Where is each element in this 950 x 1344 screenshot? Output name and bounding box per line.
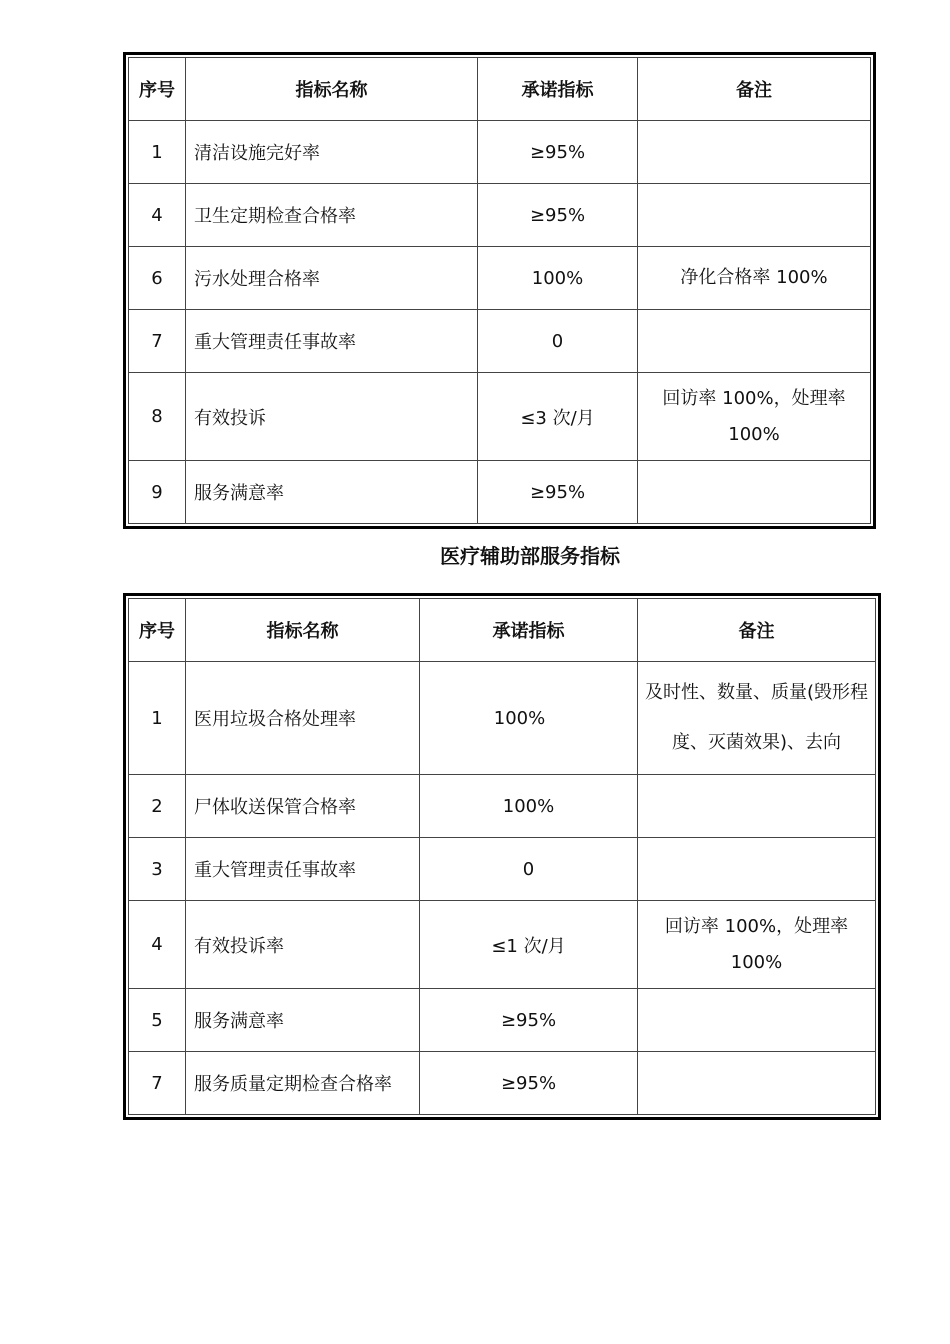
header-note: 备注 <box>638 599 876 662</box>
row-no: 7 <box>129 310 186 373</box>
row-name: 重大管理责任事故率 <box>186 838 420 901</box>
row-name: 有效投诉率 <box>186 901 420 989</box>
row-kpi: ≥95% <box>478 461 638 524</box>
row-name: 有效投诉 <box>186 373 478 461</box>
header-no: 序号 <box>129 599 186 662</box>
row-kpi: 0 <box>478 310 638 373</box>
row-kpi: ≥95% <box>478 184 638 247</box>
row-no: 2 <box>129 775 186 838</box>
row-name: 重大管理责任事故率 <box>186 310 478 373</box>
row-no: 3 <box>129 838 186 901</box>
row-no: 9 <box>129 461 186 524</box>
row-no: 8 <box>129 373 186 461</box>
row-note: 回访率 100%，处理率 100% <box>638 373 871 461</box>
header-no: 序号 <box>129 58 186 121</box>
service-indicator-table-2 <box>123 593 881 1120</box>
row-name: 尸体收送保管合格率 <box>186 775 420 838</box>
row-kpi: ≤1 次/月 <box>420 901 638 989</box>
row-kpi: 100% <box>478 247 638 310</box>
row-name: 污水处理合格率 <box>186 247 478 310</box>
header-kpi: 承诺指标 <box>420 599 638 662</box>
row-kpi: ≥95% <box>420 989 638 1052</box>
table-row <box>129 1052 876 1115</box>
table-row <box>129 121 871 184</box>
section-title <box>0 540 950 569</box>
row-no: 1 <box>129 662 186 775</box>
row-note <box>638 310 871 373</box>
row-note <box>638 838 876 901</box>
table-row <box>129 247 871 310</box>
table-row <box>129 989 876 1052</box>
row-note <box>638 121 871 184</box>
table-row <box>129 310 871 373</box>
row-kpi: 100% <box>420 775 638 838</box>
row-name: 服务质量定期检查合格率 <box>186 1052 420 1115</box>
table-row <box>129 838 876 901</box>
row-note <box>638 1052 876 1115</box>
row-note: 回访率 100%，处理率 100% <box>638 901 876 989</box>
row-note <box>638 184 871 247</box>
row-note <box>638 989 876 1052</box>
table-header-row <box>129 599 876 662</box>
service-indicator-table-1 <box>123 52 876 529</box>
row-name: 服务满意率 <box>186 989 420 1052</box>
row-no: 6 <box>129 247 186 310</box>
header-kpi: 承诺指标 <box>478 58 638 121</box>
row-name: 卫生定期检查合格率 <box>186 184 478 247</box>
row-no: 7 <box>129 1052 186 1115</box>
header-name: 指标名称 <box>186 599 420 662</box>
row-kpi: ≤3 次/月 <box>478 373 638 461</box>
row-kpi: ≥95% <box>478 121 638 184</box>
row-no: 1 <box>129 121 186 184</box>
table-row <box>129 775 876 838</box>
row-note <box>638 775 876 838</box>
table-row <box>129 373 871 461</box>
table-row <box>129 662 876 775</box>
row-name: 医用垃圾合格处理率 <box>186 662 420 775</box>
table-header-row <box>129 58 871 121</box>
row-no: 4 <box>129 901 186 989</box>
row-no: 5 <box>129 989 186 1052</box>
row-name: 服务满意率 <box>186 461 478 524</box>
header-note: 备注 <box>638 58 871 121</box>
table-row <box>129 461 871 524</box>
header-name: 指标名称 <box>186 58 478 121</box>
row-no: 4 <box>129 184 186 247</box>
row-note: 净化合格率 100% <box>638 247 871 310</box>
row-kpi: ≥95% <box>420 1052 638 1115</box>
section-title-text: 医疗辅助部服务指标 <box>440 544 620 568</box>
table-row <box>129 901 876 989</box>
row-note <box>638 461 871 524</box>
row-kpi: 0 <box>420 838 638 901</box>
row-name: 清洁设施完好率 <box>186 121 478 184</box>
table-row <box>129 184 871 247</box>
row-kpi: 100% <box>420 662 638 775</box>
row-note: 及时性、数量、质量(毁形程度、灭菌效果)、去向 <box>638 662 876 775</box>
